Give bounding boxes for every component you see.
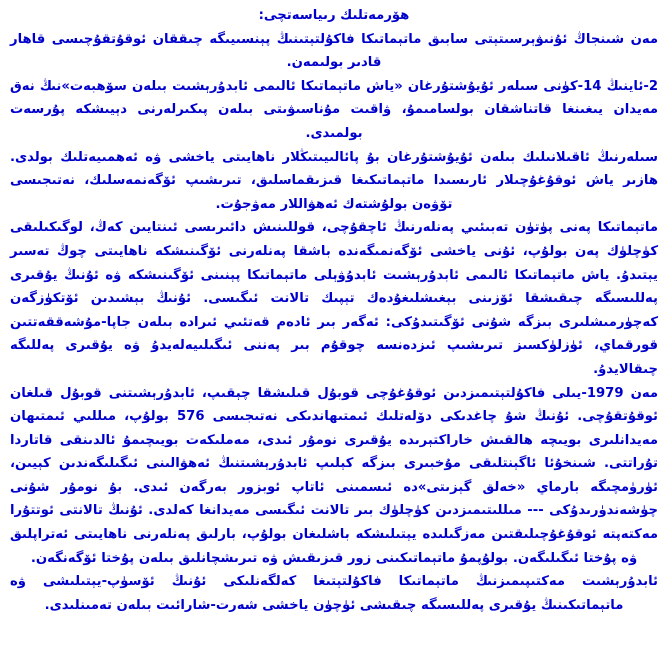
- paragraph-activity: سىلەرنىڭ ئاقىلانىلىك بىلەن ئۇيۇشتۇرغان بۇ پائالىيىتىڭلار ناھايىتى ياخشى ۋە ئەھمىيەتلىك بولدى. ھازىر ياش ئوقۇغۇچىلار ئارىسىدا ماتېماتىكىغا قىزىقماسلىق، تىرىشىپ ئۆگەنمەسلىك، نەتىجىسى تۆۋەن بولۇشتەك ئەھۋاللار مەۋجۇت.: [10, 149, 658, 212]
- paragraph-meeting: 2-ئاينىڭ 14-كۈنى سىلەر ئۇيۇشتۇرغان «ياش ماتېماتىكا ئالىمى ئابدۇرېشىت بىلەن سۆھبەت»نىڭ نەق مەيدان يىغىنغا قاتناشقان بولسامىمۇ، ۋاقىت مۇناسىۋىتى بىلەن پىكىرلەرنى دېيىشكە پۇرسەت بولمىدى.: [10, 78, 658, 141]
- paragraph-mathematics: ماتېماتىكا پەنى پۈتۈن تەبىئىي پەنلەرنىڭ ئاچقۇچى، قوللىنىش دائىرىسى ئىنتايىن كەڭ، لوگىكىلىقى كۈچلۈك پەن بولۇپ، ئۇنى ياخشى ئۆگەنمىگەندە باشقا پەنلەرنى ئۆگىنىشكە ناھايىتى چوڭ تەسىر يېتىدۇ. ياش ماتېماتىكا ئالىمى ئابدۇرېشىت ئابدۇۋېلى ماتېماتىكا پېنىنى ئۆگىنىشكە ۋە ئۇنىڭ يۇقىرى پەللىسىگە چىقىشقا ئۆزىنى بېغىشلىغۇدەك تېپىك تالانت ئىگىسى. ئۇنىڭ بېشىدىن ئۆتكۈزگەن كەچۈرمىشلىرى بىزگە شۇنى ئۆگىتىدۇكى: ئەگەر بىر ئادەم قەتئىي ئىرادە بىلەن جاپا-مۇشەققەتتىن قورقماي، ئۈزلۈكسىز تىرىشىپ ئىزدەنسە چوقۇم بىر پەننى ئىگىلىيەلەيدۇ ۋە يۇقىرى پەللىگە چىقالايدۇ.: [10, 220, 658, 377]
- paragraph-intro: مەن شىنجاڭ ئۇنىۋېرسىتېتى سابىق ماتېماتىكا فاكۇلتېتىنىڭ پېنسىيىگە چىققان ئوقۇتقۇچىسى قاھار قادىر بولىمەن.: [10, 31, 658, 71]
- paragraph-conclusion: ئابدۇرېشىت مەكتىپىمىزنىڭ ماتېماتىكا فاكۇلتېتىغا كەلگەنلىكى ئۇنىڭ ئۆسۈپ-يېتىلىشى ۋە ماتېماتىكىنىڭ يۇقىرى پەللىسىگە چىقىشى ئۈچۈن ياخشى شەرت-شارائىت بىلەن تەمىنلىدى.: [10, 574, 658, 613]
- document-title: ھۆرمەتلىك رىياسەتچى:: [258, 8, 410, 23]
- paragraph-1979: مەن 1979-يىلى فاكۇلتېتىمىزدىن ئوقۇغۇچى قوبۇل قىلىشقا چېقىپ، ئابدۇرېشىتنى قوبۇل قىلغان ئوقۇتقۇچى. ئۇنىڭ شۇ چاغدىكى دۆلەتلىك ئىمتىھاندىكى نەتىجىسى 576 بولۇپ، مىللىي ئىمتىھان مەيدانلىرى بويىچە ھالقىش خاراكتېرىدە يۇقىرى نومۇر ئىدى، مەملىكەت بويىچىمۇ ئالدىنقى قاتاردا تۇراتتى. شىنخۇئا ئاگېنتلىقى مۇخبىرى بىزگە كېلىپ ئابدۇرېشىتنىڭ ئەھۋالىنى ئىگىلىگەندىن كېيىن، ئۈرۈمچىگە بارماي «خەلق گېزىتى»دە ئىسمىنى ئاتاپ ئوبزور بەرگەن ئىدى. بۇ نومۇر شۇنى چۈشەندۈرىدۇكى --- مىللىتىمىزدىن كۈچلۈك بىر تالانت ئىگىسى مەيدانغا كەلدى. ئۇنىڭ تالانتى ئوتتۇرا مەكتەپتە ئوقۇغۇچىلىقتىن مەزگىلىدە يېتىلىشكە باشلىغان بولۇپ، بارلىق پەنلەرنى ناھايىتى ئەتراپلىق ۋە پۇختا ئىگىلىگەن. بولۇپمۇ ماتېماتىكىنى زور قىزىقىش ۋە تىرىشچانلىق بىلەن پۇختا ئۆگەنگەن.: [10, 385, 659, 566]
